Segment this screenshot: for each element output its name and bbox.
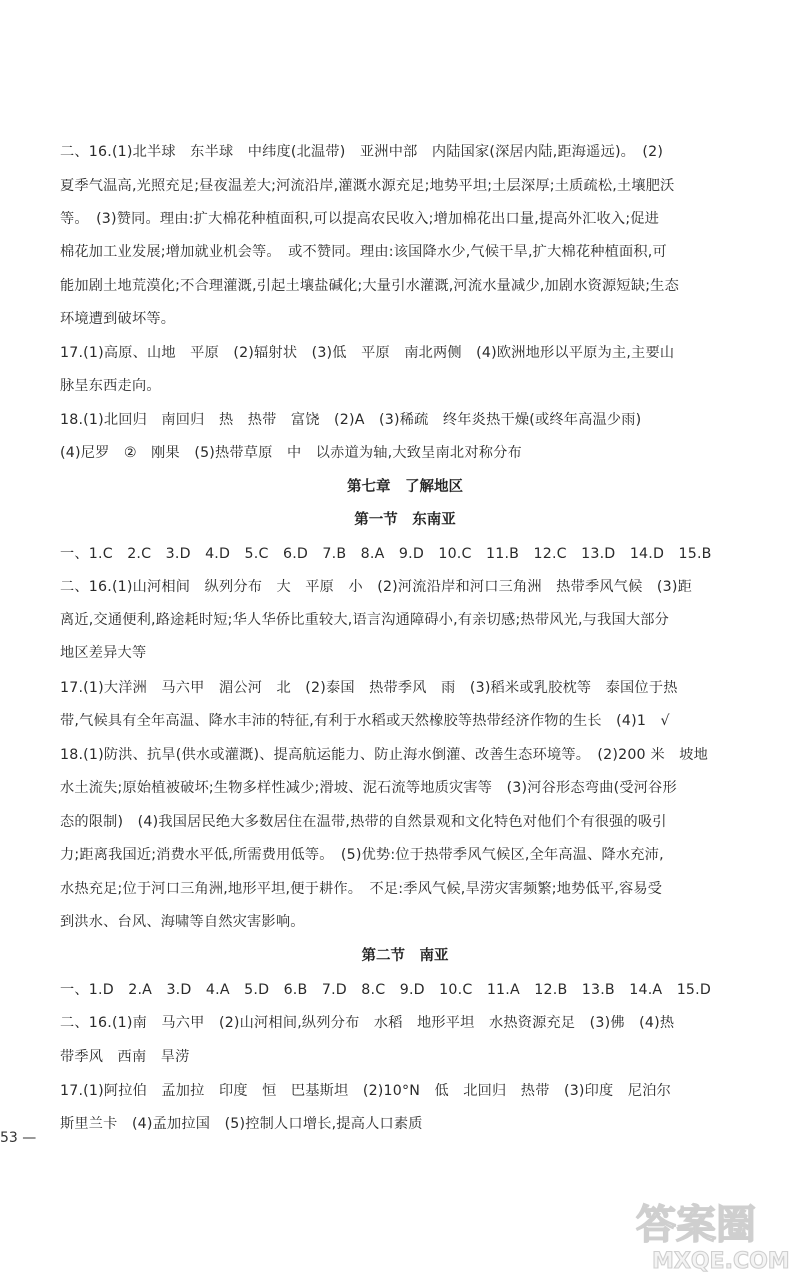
text-line: 二、16.(1)南 马六甲 (2)山河相间,纵列分布 水稻 地形平坦 水热资源充足 (3)佛 (4)热 — [60, 1015, 675, 1031]
text-line: 水热充足;位于河口三角洲,地形平坦,便于耕作。 不足:季风气候,旱涝灾害频繁;地势低平,容易受 — [60, 881, 663, 897]
watermark-bottom-text: MXQE.COM — [652, 1249, 790, 1274]
page-number: 53 — — [0, 1130, 37, 1146]
text-line: 棉花加工业发展;增加就业机会等。 或不赞同。理由:该国降水少,气候干旱,扩大棉花种植面积,可 — [60, 244, 667, 260]
text-line: 态的限制) (4)我国居民绝大多数居住在温带,热带的自然景观和文化特色对他们个有很强的吸引 — [60, 814, 667, 830]
text-line: 夏季气温高,光照充足;昼夜温差大;河流沿岸,灌溉水源充足;地势平坦;土层深厚;土质疏松,土壤肥沃 — [60, 178, 675, 194]
watermark-logo — [630, 1192, 805, 1274]
text-line: 二、16.(1)山河相间 纵列分布 大 平原 小 (2)河流沿岸和河口三角洲 热带季风气候 (3)距 — [60, 579, 692, 595]
text-line: 二、16.(1)北半球 东半球 中纬度(北温带) 亚洲中部 内陆国家(深居内陆,距海遥远)。 (2) — [60, 144, 664, 160]
text-line: 水土流失;原始植被破坏;生物多样性减少;滑坡、泥石流等地质灾害等 (3)河谷形态弯曲(受河谷形 — [60, 780, 677, 796]
text-line: 能加剧土地荒漠化;不合理灌溉,引起土壤盐碱化;大量引水灌溉,河流水量减少,加剧水资源短缺;生态 — [60, 278, 679, 294]
text-line: 带季风 西南 旱涝 — [60, 1049, 190, 1065]
text-line: 斯里兰卡 (4)孟加拉国 (5)控制人口增长,提高人口素质 — [60, 1116, 423, 1132]
text-line: 脉呈东西走向。 — [60, 378, 161, 394]
text-line: 18.(1)北回归 南回归 热 热带 富饶 (2)A (3)稀疏 终年炎热干燥(或终年高温少雨) — [60, 412, 642, 428]
watermark-top-text: 答案圈 — [636, 1202, 756, 1248]
text-line: 环境遭到破坏等。 — [60, 311, 176, 327]
text-line: 一、1.D 2.A 3.D 4.A 5.D 6.B 7.D 8.C 9.D 10.C 11.A 12.B 13.B 14.A 15.D — [60, 982, 711, 998]
text-line: 带,气候具有全年高温、降水丰沛的特征,有利于水稻或天然橡胶等热带经济作物的生长 (4)1 √ — [60, 713, 670, 729]
text-line: 17.(1)阿拉伯 孟加拉 印度 恒 巴基斯坦 (2)10°N 低 北回归 热带 (3)印度 尼泊尔 — [60, 1083, 671, 1099]
text-line: 18.(1)防洪、抗旱(供水或灌溉)、提高航运能力、防止海水倒灌、改善生态环境等。 (2)200 米 坡地 — [60, 747, 709, 763]
text-line: 力;距离我国近;消费水平低,所需费用低等。 (5)优势:位于热带季风气候区,全年高温、降水充沛, — [60, 847, 664, 863]
section-title: 第一节 东南亚 — [354, 512, 456, 528]
text-line: (4)尼罗 ② 刚果 (5)热带草原 中 以赤道为轴,大致呈南北对称分布 — [60, 445, 522, 461]
text-line: 17.(1)大洋洲 马六甲 湄公河 北 (2)泰国 热带季风 雨 (3)稻米或乳胶枕等 泰国位于热 — [60, 680, 678, 696]
text-line: 到洪水、台风、海啸等自然灾害影响。 — [60, 914, 305, 930]
text-line: 地区差异大等 — [60, 645, 147, 661]
text-line: 17.(1)高原、山地 平原 (2)辐射状 (3)低 平原 南北两侧 (4)欧洲地形以平原为主,主要山 — [60, 345, 675, 361]
section-title: 第二节 南亚 — [361, 948, 449, 964]
text-line: 一、1.C 2.C 3.D 4.D 5.C 6.D 7.B 8.A 9.D 10.C 11.B 12.C 13.D 14.D 15.B — [60, 546, 712, 562]
text-line: 等。 (3)赞同。理由:扩大棉花种植面积,可以提高农民收入;增加棉花出口量,提高外汇收入;促进 — [60, 211, 660, 227]
chapter-title: 第七章 了解地区 — [347, 479, 463, 495]
text-line: 离近,交通便利,路途耗时短;华人华侨比重较大,语言沟通障碍小,有亲切感;热带风光,与我国大部分 — [60, 612, 670, 628]
